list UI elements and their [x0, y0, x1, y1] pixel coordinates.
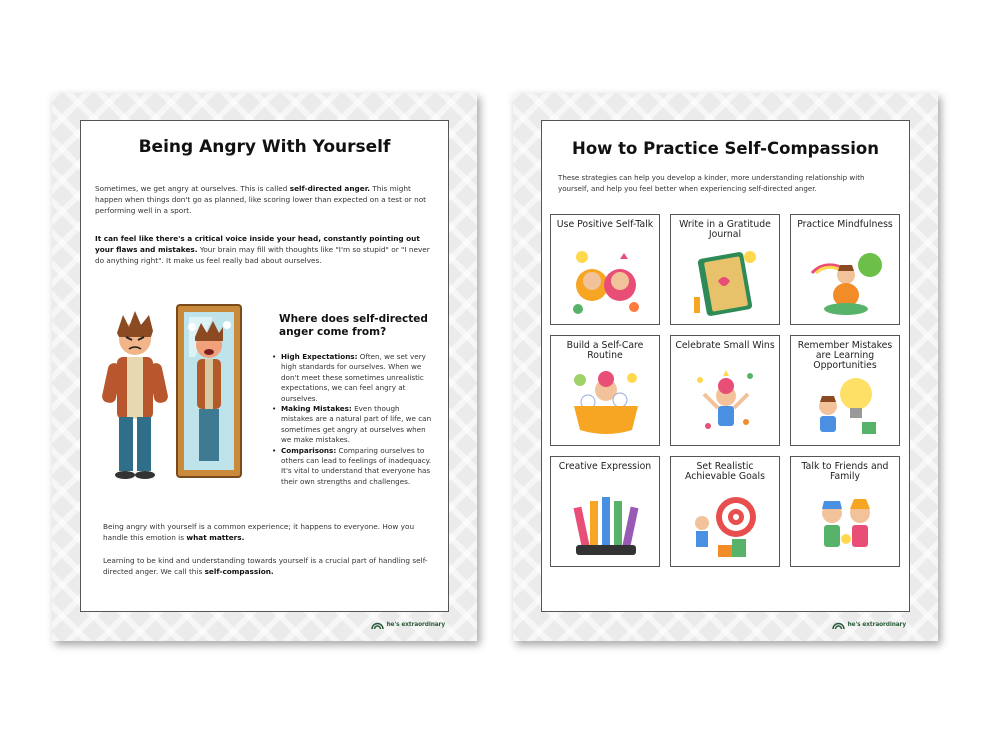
- hug-illustration-icon: [568, 245, 644, 321]
- strategy-card: Build a Self-Care Routine: [550, 335, 660, 446]
- page-title: How to Practice Self-Compassion: [572, 139, 879, 158]
- strategy-card: Write in a Gratitude Journal: [670, 214, 780, 325]
- target-illustration-icon: [688, 487, 764, 563]
- self-compassion-paragraph: Learning to be kind and understanding towards yourself is a crucial part of handling self-directed anger. We call this self-compassion.: [103, 556, 428, 576]
- strategy-card: Celebrate Small Wins: [670, 335, 780, 446]
- bath-illustration-icon: [568, 366, 644, 442]
- where-does-anger-come-from-heading: Where does self-directed anger come from?: [279, 313, 428, 338]
- lightbulb-illustration-icon: [808, 366, 884, 442]
- journal-illustration-icon: [688, 245, 764, 321]
- list-item: • Making Mistakes: Even though mistakes are a natural part of life, we can sometimes get angry at ourselves when we make mistakes.: [271, 404, 433, 446]
- intro-paragraph: Sometimes, we get angry at ourselves. This is called self-directed anger. This might happen when things don't go as planned, like scoring lower than expected on a test or not performing well in a sport.: [95, 184, 427, 215]
- page-2-content: [541, 120, 910, 612]
- brand-name: he's extraordinary: [386, 621, 445, 628]
- rainbow-logo-icon: [371, 620, 384, 629]
- worksheet-page-2: [513, 93, 938, 641]
- brand-logo: [371, 620, 445, 629]
- strategy-card: Practice Mindfulness: [790, 214, 900, 325]
- strategy-grid: [550, 214, 900, 571]
- angry-boy-mirror-illustration: [95, 297, 265, 483]
- strategy-card: Remember Mistakes are Learning Opportunities: [790, 335, 900, 446]
- page-1-content: [80, 120, 449, 612]
- art-supplies-illustration-icon: [568, 487, 644, 563]
- friends-illustration-icon: [808, 487, 884, 563]
- strategy-card: Creative Expression: [550, 456, 660, 567]
- strategy-card: Set Realistic Achievable Goals: [670, 456, 780, 567]
- rainbow-logo-icon: [832, 620, 845, 629]
- strategy-card: Talk to Friends and Family: [790, 456, 900, 567]
- brand-logo: [832, 620, 906, 629]
- page-title: Being Angry With Yourself: [138, 137, 391, 157]
- common-experience-paragraph: Being angry with yourself is a common experience; it happens to everyone. How you handle this emotion is what matters.: [103, 522, 415, 542]
- brand-name: he's extraordinary: [847, 621, 906, 628]
- critical-voice-paragraph: It can feel like there's a critical voice inside your head, constantly pointing out your flaws and mistakes. Your brain may fill with thoughts like "I'm so stupid" or "I never do anything right". It make us feel really bad about ourselves.: [95, 234, 430, 265]
- celebration-illustration-icon: [688, 366, 764, 442]
- strategy-card: Use Positive Self-Talk: [550, 214, 660, 325]
- causes-list: [271, 352, 433, 487]
- list-item: • High Expectations: Often, we set very high standards for ourselves. When we don't meet these sometimes unrealistic expectations, we can feel angry at ourselves.: [271, 352, 433, 404]
- worksheet-page-1: [52, 93, 477, 641]
- meditation-illustration-icon: [808, 245, 884, 321]
- intro-paragraph: These strategies can help you develop a kinder, more understanding relationship with yourself, and help you feel better when experiencing self-directed anger.: [558, 173, 865, 193]
- list-item: • Comparisons: Comparing ourselves to others can lead to feelings of inadequacy. It's vital to understand that everyone has their own strengths and challenges.: [271, 446, 433, 488]
